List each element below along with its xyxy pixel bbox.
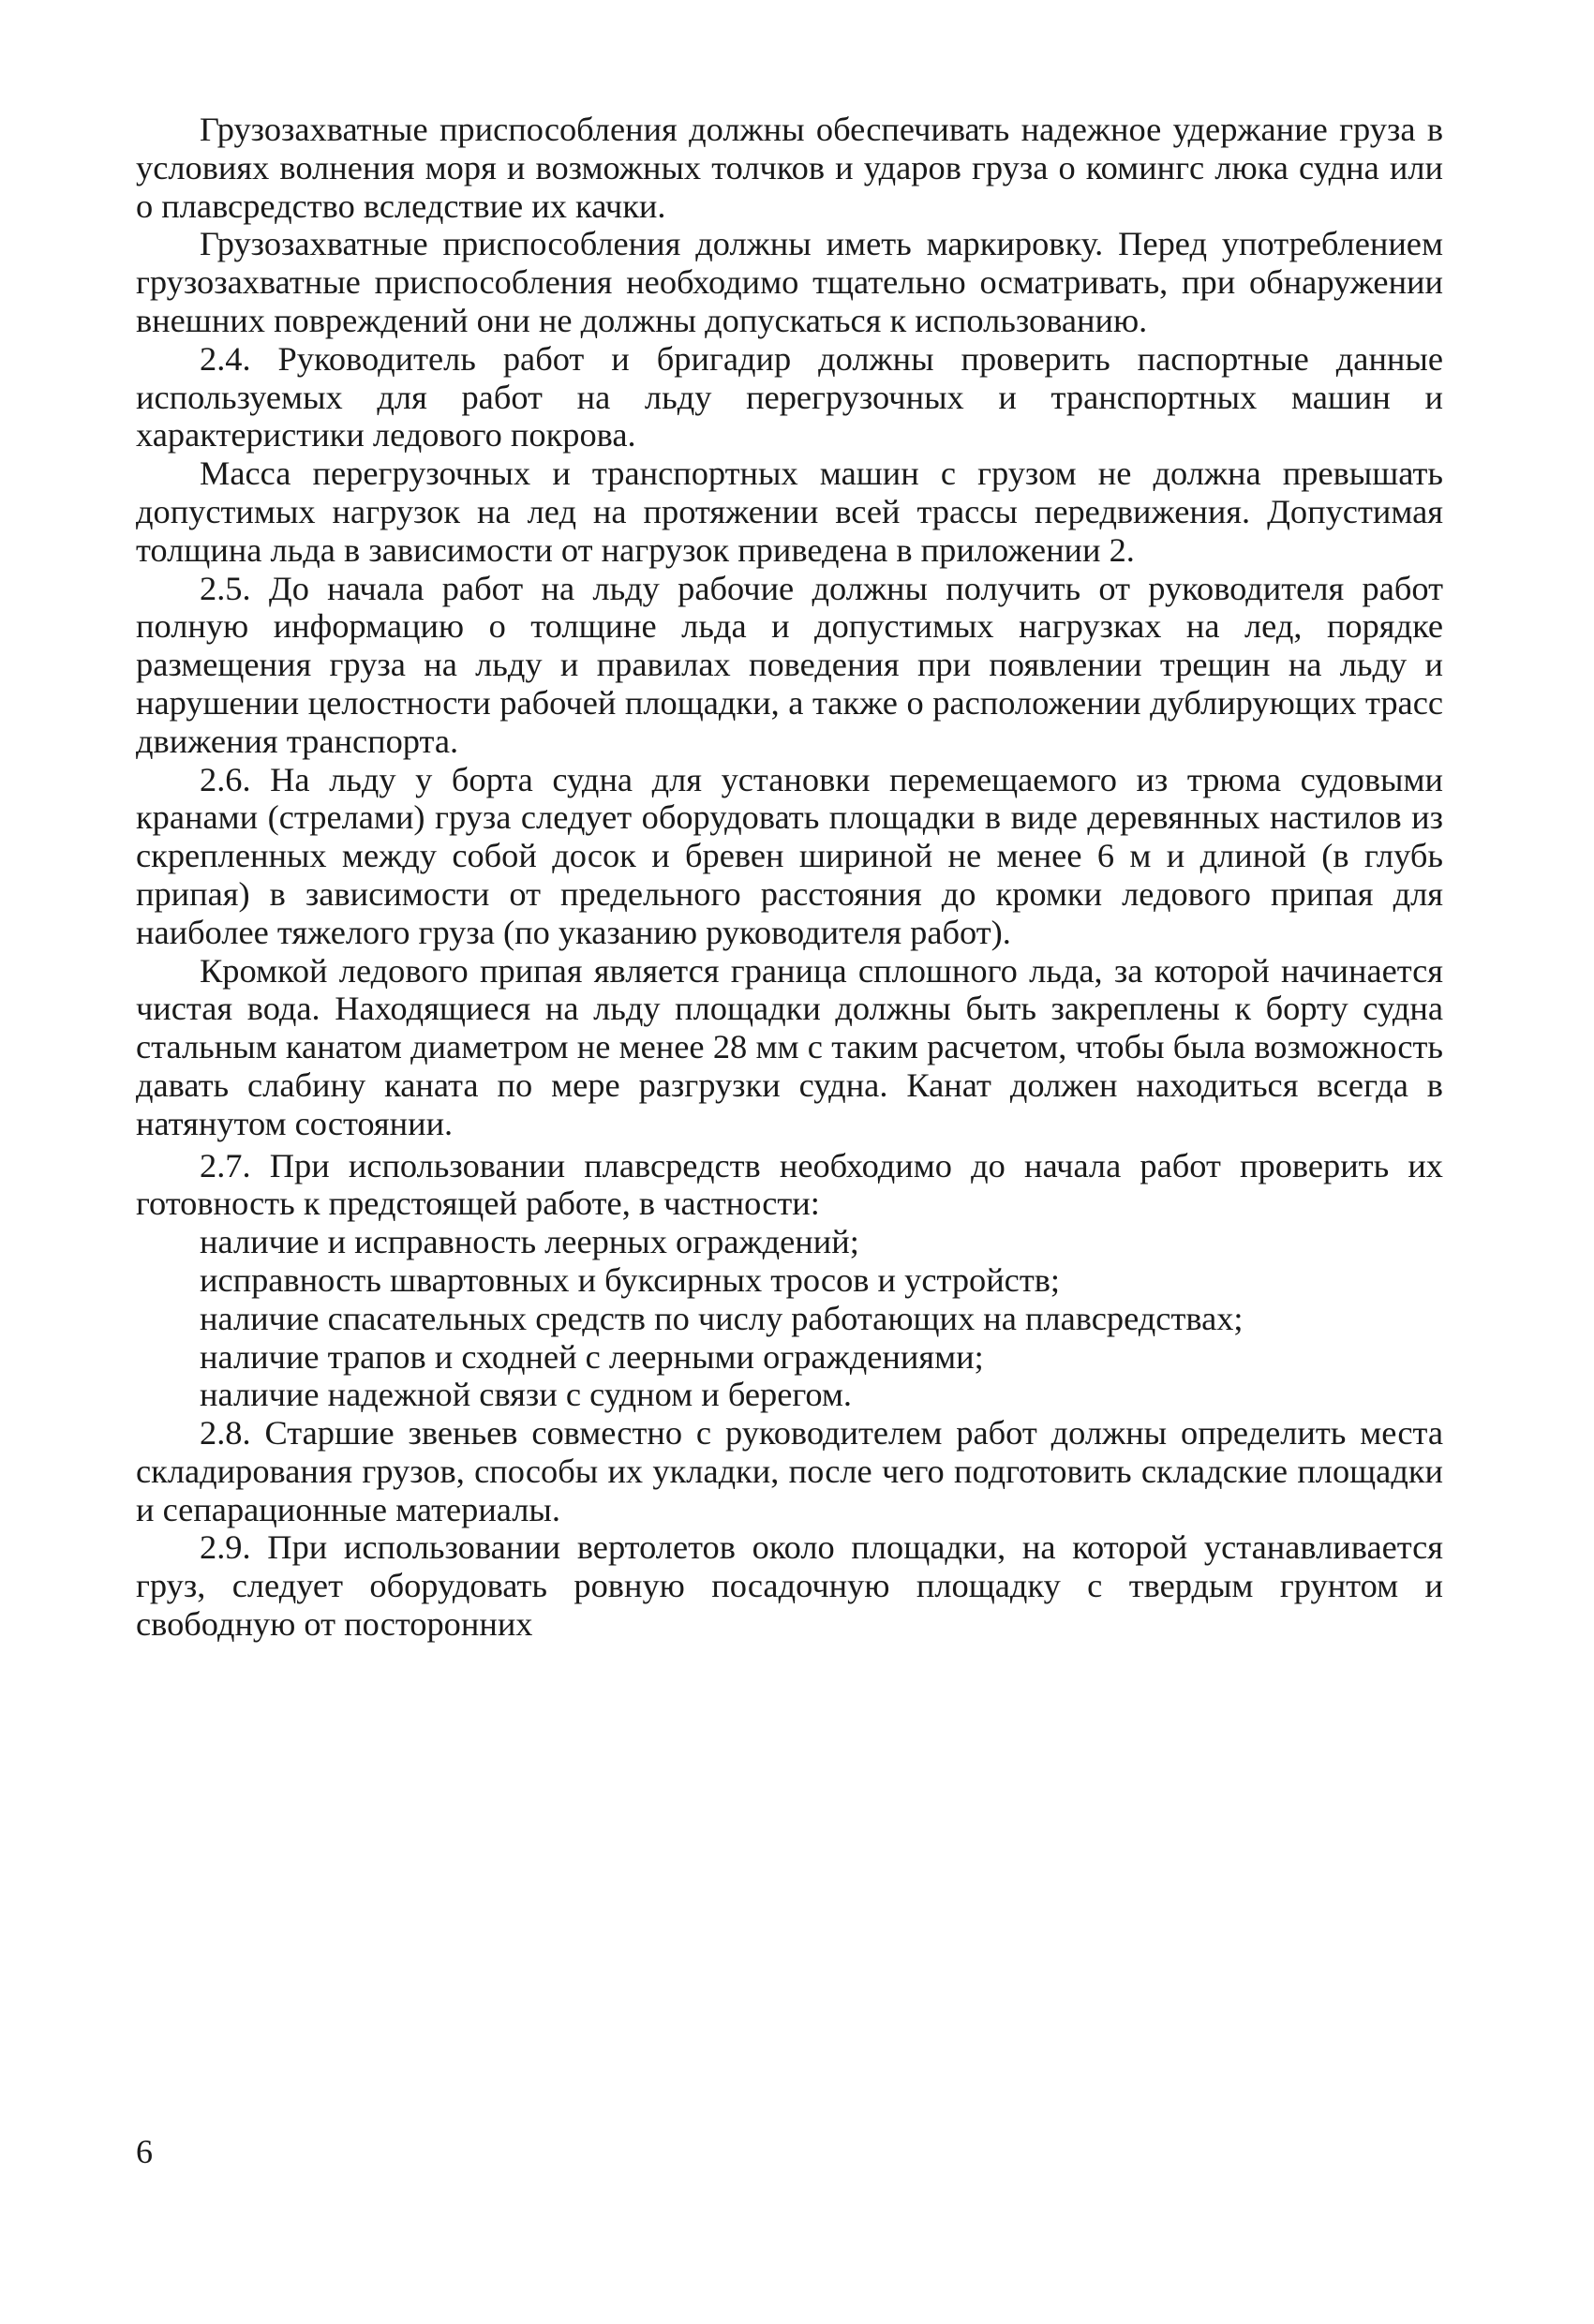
list-item-mooring-ropes: исправность швартовных и буксирных тросов и устройств; — [200, 1260, 1061, 1299]
list-item-life-saving: наличие спасательных средств по числу работающих на плавсредствах; — [200, 1299, 1244, 1337]
paragraph-machine-mass: Масса перегрузочных и транспортных машин с грузом не должна превышать допустимых нагрузок на лед на протяжении всей трассы передвижения. Допустимая толщина льда в зависимости от нагрузок приведена в приложении 2. — [136, 454, 1443, 569]
document-body — [136, 111, 1443, 1644]
paragraph-2-8: 2.8. Старшие звеньев совместно с руководителем работ должны определить места складирования грузов, способы их укладки, после чего подготовить складские площадки и сепарационные материалы. — [136, 1414, 1443, 1528]
page-number: 6 — [136, 2133, 153, 2170]
paragraph-2-7: 2.7. При использовании плавсредств необходимо до начала работ проверить их готовность к предстоящей работе, в частности: — [136, 1146, 1443, 1223]
paragraph-ice-edge: Кромкой ледового припая является граница сплошного льда, за которой начинается чистая вода. Находящиеся на льду площадки должны быть закреплены к борту судна стальным канатом диаметром не менее 28 мм с таким расчетом, чтобы была возможность давать слабину каната по мере разгрузки судна. Канат должен находиться всегда в натянутом состоянии. — [136, 951, 1443, 1142]
list-item-communication: наличие надежной связи с судном и берегом. — [200, 1376, 853, 1414]
paragraph-grab-devices-marking: Грузозахватные приспособления должны иметь маркировку. Перед употреблением грузозахватные приспособления необходимо тщательно осматривать, при обнаружении внешних повреждений они не должны допускаться к использованию. — [136, 225, 1443, 339]
paragraph-grab-devices-hold: Грузозахватные приспособления должны обеспечивать надежное удержание груза в условиях волнения моря и возможных толчков и ударов груза о комингс люка судна или о плавсредство вследствие их качки. — [136, 111, 1443, 225]
paragraph-2-5: 2.5. До начала работ на льду рабочие должны получить от руководителя работ полную информацию о толщине льда и допустимых нагрузках на лед, порядке размещения груза на льду и правилах поведения при появлении трещин на льду и нарушении целостности рабочей площадки, а также о расположении дублирующих трасс движения транспорта. — [136, 569, 1443, 760]
paragraph-2-6: 2.6. На льду у борта судна для установки перемещаемого из трюма судовыми кранами (стрелами) груза следует оборудовать площадки в виде деревянных настилов из скрепленных между собой досок и бревен шириной не менее 6 м и длиной (в глубь припая) в зависимости от предельного расстояния до кромки ледового припая для наиболее тяжелого груза (по указанию руководителя работ). — [136, 760, 1443, 951]
paragraph-2-9: 2.9. При использовании вертолетов около площадки, на которой устанавливается груз, следует оборудовать ровную посадочную площадку с твердым грунтом и свободную от посторонних — [136, 1528, 1443, 1644]
list-item-railings: наличие и исправность леерных ограждений; — [200, 1223, 859, 1261]
list-item-gangways: наличие трапов и сходней с леерными ограждениями; — [200, 1337, 984, 1376]
paragraph-2-4: 2.4. Руководитель работ и бригадир должны проверить паспортные данные используемых для работ на льду перегрузочных и транспортных машин и характеристики ледового покрова. — [136, 339, 1443, 454]
